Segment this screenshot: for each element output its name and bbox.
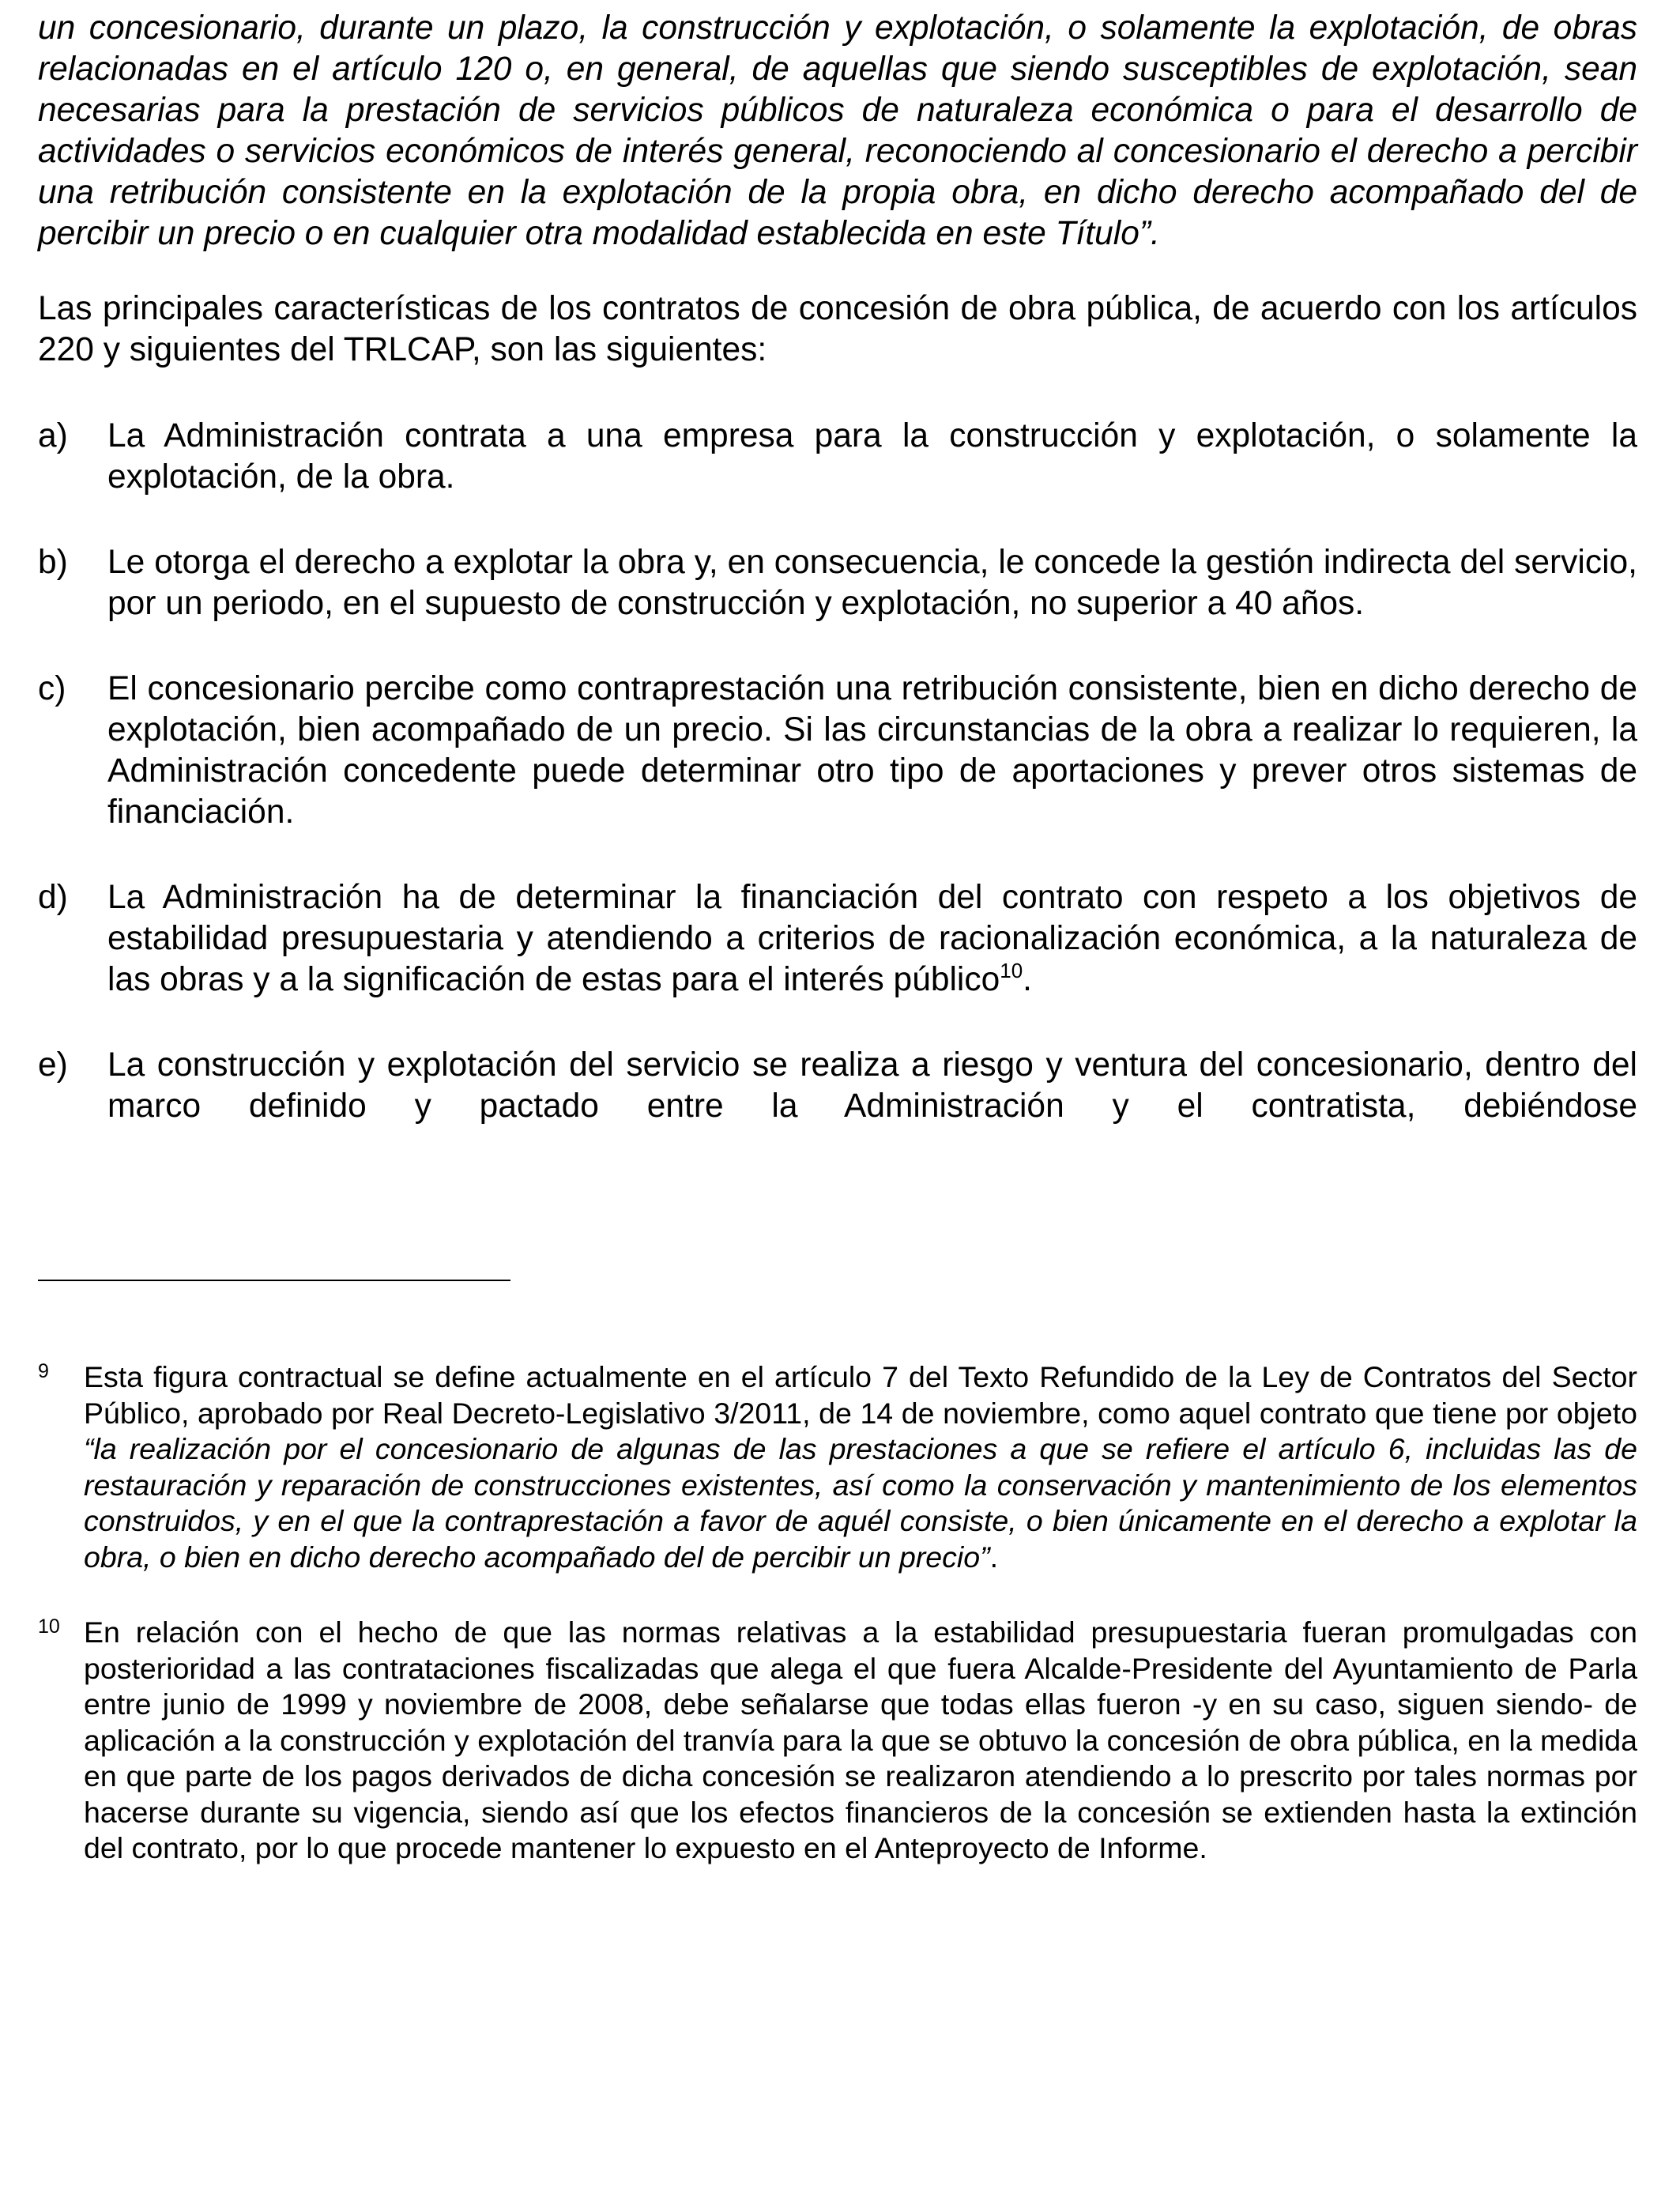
list-item-text-end: .	[1023, 961, 1032, 998]
list-item-text-body: La Administración ha de determinar la financiación del contrato con respeto a los objetivos de estabilidad presupuestaria y atendiendo a criterios de racionalización económica, a la naturaleza de las obras y a la significación de estas para el interés público	[107, 879, 1637, 998]
footnote-text-quote: “la realización por el concesionario de algunas de las prestaciones a que se refiere el artículo 6, incluidas las de restauración y reparación de construcciones existentes, así como la conservación y mantenimiento de los elementos construidos, y en el que la contraprestación a favor de aquél consiste, o bien únicamente en el derecho a explotar la obra, o bien en dicho derecho acompañado del de percibir un precio”	[84, 1432, 1637, 1574]
list-marker: b)	[38, 544, 68, 581]
list-item-text: La Administración contrata a una empresa para la construcción y explotación, o solamente la explotación, de la obra.	[107, 417, 1637, 496]
footnote-number: 10	[38, 1615, 60, 1638]
document-page	[38, 8, 1637, 1127]
list-item-text: La construcción y explotación del servicio se realiza a riesgo y ventura del concesionario, dentro del marco definido y pactado entre la Administración y el contratista, debiéndose	[107, 1046, 1637, 1125]
list-item	[38, 669, 1637, 833]
list-item	[38, 416, 1637, 498]
characteristics-list	[38, 416, 1637, 1127]
list-item	[38, 542, 1637, 624]
list-item-text: Le otorga el derecho a explotar la obra y, en consecuencia, le concede la gestión indirecta del servicio, por un periodo, en el supuesto de construcción y explotación, no superior a 40 años.	[107, 544, 1637, 622]
list-marker: e)	[38, 1046, 68, 1084]
list-item	[38, 1045, 1637, 1127]
footnote-text	[84, 1359, 1637, 1575]
footnote-text-end: .	[989, 1540, 999, 1574]
footnote-number: 9	[38, 1360, 49, 1382]
list-item-text	[107, 877, 1637, 1001]
quote-paragraph: un concesionario, durante un plazo, la construcción y explotación, o solamente la explotación, de obras relacionadas en el artículo 120 o, en general, de aquellas que siendo susceptibles de explotación, sean necesarias para la prestación de servicios públicos de naturaleza económica o para el desarrollo de actividades o servicios económicos de interés general, reconociendo al concesionario el derecho a percibir una retribución consistente en la explotación de la propia obra, en dicho derecho acompañado del de percibir un precio o en cualquier otra modalidad establecida en este Título”.	[38, 9, 1637, 252]
intro-paragraph: Las principales características de los contratos de concesión de obra pública, de acuerdo con los artículos 220 y siguientes del TRLCAP, son las siguientes:	[38, 290, 1637, 368]
list-item	[38, 877, 1637, 1001]
list-marker: d)	[38, 879, 68, 916]
list-item-text: El concesionario percibe como contraprestación una retribución consistente, bien en dicho derecho de explotación, bien acompañado de un precio. Si las circunstancias de la obra a realizar lo requieren, la Administración concedente puede determinar otro tipo de aportaciones y prever otros sistemas de financiación.	[107, 670, 1637, 831]
list-marker: a)	[38, 417, 68, 454]
footnotes-section	[38, 1359, 1637, 1906]
footnote	[38, 1615, 1637, 1867]
list-marker: c)	[38, 670, 66, 707]
footnote	[38, 1359, 1637, 1575]
footnote-separator	[38, 1280, 510, 1281]
footnote-text: En relación con el hecho de que las normas relativas a la estabilidad presupuestaria fueran promulgadas con posterioridad a las contrataciones fiscalizadas que alega el que fuera Alcalde-Presidente del Ayuntamiento de Parla entre junio de 1999 y noviembre de 2008, debe señalarse que todas ellas fueron -y en su caso, siguen siendo- de aplicación a la construcción y explotación del tranvía para la que se obtuvo la concesión de obra pública, en la medida en que parte de los pagos derivados de dicha concesión se realizaron atendiendo a lo prescrito por tales normas por hacerse durante su vigencia, siendo así que los efectos financieros de la concesión se extienden hasta la extinción del contrato, por lo que procede mantener lo expuesto en el Anteproyecto de Informe.	[84, 1615, 1637, 1864]
footnote-text-plain: Esta figura contractual se define actualmente en el artículo 7 del Texto Refundido de la Ley de Contratos del Sector Público, aprobado por Real Decreto-Legislativo 3/2011, de 14 de noviembre, como aquel contrato que tiene por objeto	[84, 1360, 1637, 1430]
footnote-reference[interactable]: 10	[1000, 959, 1023, 982]
